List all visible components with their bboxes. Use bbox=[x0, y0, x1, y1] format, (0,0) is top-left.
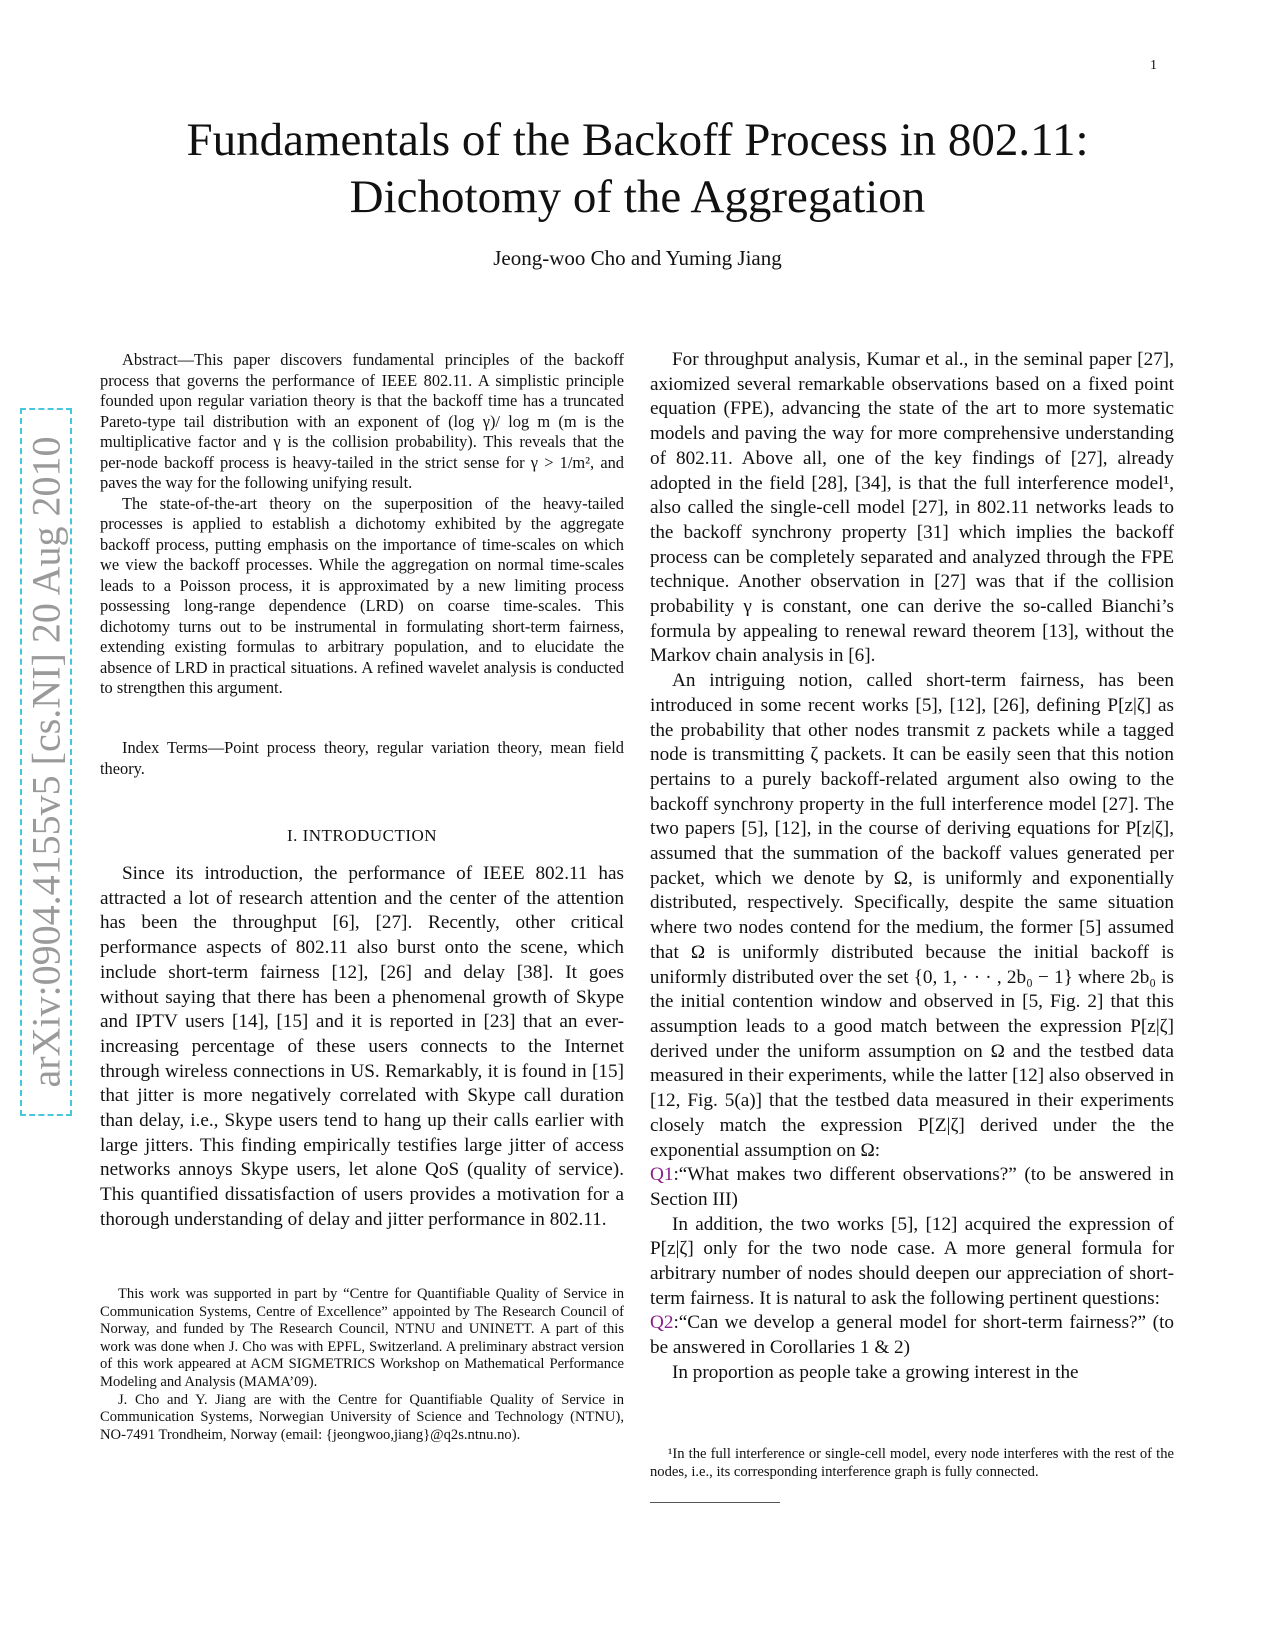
question-2-label: Q2 bbox=[650, 1312, 674, 1334]
index-terms-block bbox=[100, 738, 624, 779]
paper-title bbox=[100, 112, 1175, 226]
abstract-paragraph-2: The state-of-the-art theory on the superposition of the heavy-tailed processes is applied to establish a dichotomy exhibited by the aggregate backoff process, putting emphasis on the importance of time-scales on which we view the backoff processes. While the aggregation on normal time-scales leads to a Poisson process, it is approximated by a new limiting process possessing long-range dependence (LRD) on coarse time-scales. This dichotomy turns out to be instrumental in formulating short-term fairness, extending existing formulas to arbitrary population, and to elucidate the absence of LRD in practical situations. A refined wavelet analysis is conducted to strengthen this argument. bbox=[100, 493, 624, 697]
question-1 bbox=[650, 1163, 1174, 1212]
funding-note-2: J. Cho and Y. Jiang are with the Centre for Quantifiable Quality of Service in Communication Systems, Norwegian University of Science and Technology (NTNU), NO-7491 Trondheim, Norway (email: {jeongwoo,jiang}@q2s.ntnu.no). bbox=[100, 1391, 624, 1443]
question-2 bbox=[650, 1311, 1174, 1360]
arxiv-stamp-text: arXiv:0904.4155v5 [cs.NI] 20 Aug 2010 bbox=[23, 436, 69, 1088]
title-line-1: Fundamentals of the Backoff Process in 802.11: bbox=[186, 114, 1089, 166]
funding-footnote bbox=[100, 1286, 624, 1444]
question-2-text: :“Can we develop a general model for short-term fairness?” (to be answered in Corollaries 1 & 2) bbox=[650, 1312, 1174, 1359]
section-heading: I. INTRODUCTION bbox=[286, 826, 438, 845]
abstract-paragraph-1: Abstract—This paper discovers fundamental principles of the backoff process that governs the performance of IEEE 802.11. A simplistic principle founded upon regular variation theory is that the backoff time has a truncated Pareto-type tail distribution with an exponent of (log γ)/ log m (m is the multiplicative factor and γ is the collision probability). This reveals that the per-node backoff process is heavy-tailed in the strict sense for γ > 1/m², and paves the way for the following unifying result. bbox=[100, 350, 624, 492]
funding-note-1: This work was supported in part by “Centre for Quantifiable Quality of Service in Communication Systems, Centre of Excellence” appointed by The Research Council of Norway, and funded by The Research Council, NTNU and UNINETT. A part of this work was done when J. Cho was with EPFL, Switzerland. A preliminary abstract version of this work appeared at ACM SIGMETRICS Workshop on Mathematical Performance Modeling and Analysis (MAMA’09). bbox=[100, 1286, 624, 1390]
arxiv-stamp bbox=[20, 408, 72, 1116]
left-column bbox=[100, 350, 624, 699]
footnote-block bbox=[650, 1446, 1174, 1481]
index-terms: Index Terms—Point process theory, regular variation theory, mean field theory. bbox=[100, 738, 624, 778]
question-1-label: Q1 bbox=[650, 1164, 674, 1186]
right-paragraph-4: In proportion as people take a growing interest in the bbox=[672, 1361, 1079, 1383]
right-paragraph-1: For throughput analysis, Kumar et al., in the seminal paper [27], axiomized several remarkable observations based on a fixed point equation (FPE), advancing the state of the art to more systematic models and paving the way for more comprehensive understanding of 802.11. Above all, one of the key findings of [27], already adopted in the field [28], [34], is that the full interference model¹, also called the single-cell model [27], in 802.11 networks leads to the backoff synchrony property [31] which implies the backoff process can be completely separated and analyzed through the FPE technique. Another observation in [27] was that if the collision probability γ is constant, one can derive the so-called Bianchi’s formula by appealing to renewal reward theorem [13], without the Markov chain analysis in [6]. bbox=[650, 349, 1174, 667]
page-number: 1 bbox=[1150, 58, 1157, 73]
right-column bbox=[650, 348, 1174, 1386]
title-line-2: Dichotomy of the Aggregation bbox=[349, 171, 926, 223]
right-paragraph-3: In addition, the two works [5], [12] acquired the expression of P[z|ζ] only for the two node case. A more general formula for arbitrary number of nodes should deepen our appreciation of short-term fairness. It is natural to ask the following pertinent questions: bbox=[650, 1213, 1174, 1309]
footnote-rule bbox=[650, 1502, 780, 1503]
question-1-text: :“What makes two different observations?” (to be answered in Section III) bbox=[650, 1164, 1174, 1210]
intro-paragraph: Since its introduction, the performance of IEEE 802.11 has attracted a lot of research attention and the center of the attention has been the throughput [6], [27]. Recently, other critical performance aspects of 802.11 also burst onto the scene, which include short-term fairness [12], [26] and delay [38]. It goes without saying that there has been a phenomenal growth of Skype and IPTV users [14], [15] and it is reported in [23] that an ever-increasing percentage of these users connects to the Internet through wireless connections in US. Remarkably, it is found in [15] that jitter is more negatively correlated with Skype call duration than delay, i.e., Skype users tend to hang up their calls earlier with large jitters. This finding empirically testifies large jitter of access networks annoys Skype users, let alone QoS (quality of service). This quantified dissatisfaction of users provides a motivation for a thorough understanding of delay and jitter performance in 802.11. bbox=[100, 863, 624, 1230]
right-paragraph-2: An intriguing notion, called short-term fairness, has been introduced in some recent works [5], [12], [26], defining P[z|ζ] as the probability that other nodes transmit z packets while a tagged node is transmitting ζ packets. It can be easily seen that this notion pertains to a purely backoff-related argument also owing to the backoff synchrony property in the full interference model [27]. The two papers [5], [12], in the course of deriving equations for P[z|ζ], assumed that the summation of the backoff values generated per packet, which we denote by Ω, is uniformly and exponentially distributed, respectively. Specifically, despite the same situation where two nodes contend for the medium, the former [5] assumed that Ω is uniformly distributed because the initial backoff is uniformly distributed over the set {0, 1, · · · , 2b₀ − 1} where 2b₀ is the initial contention window and observed in [5, Fig. 2] that this assumption leads to a good match between the expression P[z|ζ] derived under the uniform assumption on Ω and the testbed data measured in their experiments, while the latter [12] also observed in [12, Fig. 5(a)] that the testbed data measured in their experiments closely match the expression P[Z|ζ] derived under the the exponential assumption on Ω: bbox=[650, 670, 1174, 1161]
footnote-1: ¹In the full interference or single-cell model, every node interferes with the rest of the nodes, i.e., its corresponding interference graph is fully connected. bbox=[650, 1446, 1174, 1480]
introduction-block bbox=[100, 862, 624, 1233]
authors: Jeong-woo Cho and Yuming Jiang bbox=[493, 246, 782, 270]
